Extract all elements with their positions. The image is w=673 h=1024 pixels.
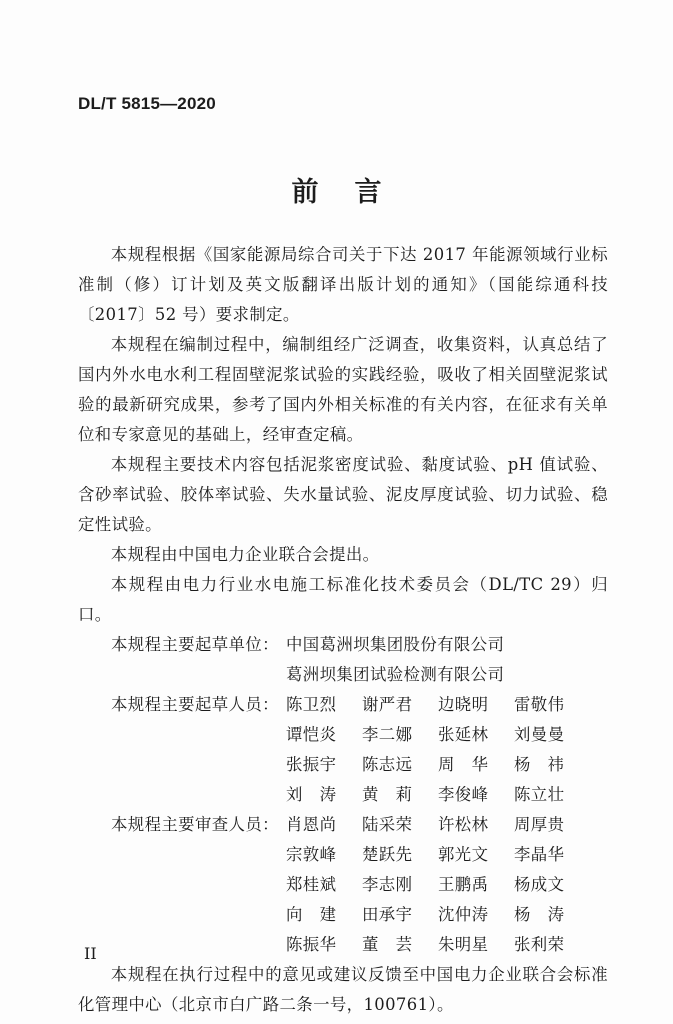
drafter-name: 边晓明	[438, 695, 489, 714]
drafter-name: 杨 祎	[514, 755, 565, 774]
drafting-units-label: 本规程主要起草单位：	[111, 635, 279, 654]
drafter-name: 张振宇	[286, 755, 337, 774]
drafter-name: 李二娜	[362, 725, 413, 744]
reviewer-name: 宗敦峰	[286, 845, 337, 864]
drafter-name: 陈立壮	[514, 785, 565, 804]
reviewer-name: 朱明星	[438, 935, 489, 954]
drafter-name: 雷敬伟	[514, 695, 565, 714]
drafter-name: 李俊峰	[438, 785, 489, 804]
drafter-name: 谢严君	[362, 695, 413, 714]
document-code: DL/T 5815—2020	[78, 94, 216, 113]
reviewers-label: 本规程主要审查人员：	[111, 815, 279, 834]
reviewer-name: 王鹏禹	[438, 875, 489, 894]
reviewer-name: 陈振华	[286, 935, 337, 954]
drafting-unit: 葛洲坝集团试验检测有限公司	[286, 665, 505, 684]
drafter-name: 陈卫烈	[286, 695, 337, 714]
reviewer-name: 许松林	[438, 815, 489, 834]
drafter-name: 谭恺炎	[286, 725, 337, 744]
reviewer-name: 董 芸	[362, 935, 413, 954]
reviewer-name: 陆采荣	[362, 815, 413, 834]
reviewer-name: 向 建	[286, 905, 337, 924]
paragraph-proposer: 本规程由中国电力企业联合会提出。	[110, 545, 380, 564]
drafters-section	[78, 690, 608, 810]
reviewer-name: 郑桂斌	[286, 875, 337, 894]
paragraph-process: 本规程在编制过程中，编制组经广泛调查，收集资料，认真总结了国内外水电水利工程固壁泥浆试验的实践经验，吸收了相关固壁泥浆试验的最新研究成果，参考了国内外相关标准的有关内容，在征求有关单位和专家意见的基础上，经审查定稿。	[78, 335, 608, 444]
reviewer-name: 沈仲涛	[438, 905, 489, 924]
reviewers-section	[78, 810, 608, 960]
reviewer-name: 楚跃先	[362, 845, 413, 864]
drafters-label: 本规程主要起草人员：	[111, 695, 279, 714]
drafter-name: 陈志远	[362, 755, 413, 774]
drafting-units-section	[78, 630, 608, 690]
paragraph-feedback: 本规程在执行过程中的意见或建议反馈至中国电力企业联合会标准化管理中心（北京市白广路二条一号，100761）。	[78, 965, 608, 1014]
preface-body	[78, 240, 608, 1020]
paragraph-contents: 本规程主要技术内容包括泥浆密度试验、黏度试验、pH 值试验、含砂率试验、胶体率试验、失水量试验、泥皮厚度试验、切力试验、稳定性试验。	[78, 455, 608, 534]
page-title	[0, 170, 673, 209]
reviewer-name: 李晶华	[514, 845, 565, 864]
drafter-name: 黄 莉	[362, 785, 413, 804]
reviewer-name: 李志刚	[362, 875, 413, 894]
title-char-1: 前	[291, 177, 319, 208]
reviewer-name: 周厚贵	[514, 815, 565, 834]
reviewer-name: 肖恩尚	[286, 815, 337, 834]
reviewer-name: 郭光文	[438, 845, 489, 864]
paragraph-basis: 本规程根据《国家能源局综合司关于下达 2017 年能源领域行业标准制（修）订计划及英文版翻译出版计划的通知》（国能综通科技〔2017〕52 号）要求制定。	[78, 245, 608, 324]
reviewer-name: 杨 涛	[514, 905, 565, 924]
reviewer-name: 杨成文	[514, 875, 565, 894]
drafter-name: 周 华	[438, 755, 489, 774]
drafting-unit: 中国葛洲坝集团股份有限公司	[286, 635, 505, 654]
reviewer-name: 田承宇	[362, 905, 413, 924]
page-number: II	[84, 944, 97, 963]
drafter-name: 张延林	[438, 725, 489, 744]
drafter-name: 刘曼曼	[514, 725, 565, 744]
paragraph-management: 本规程由电力行业水电施工标准化技术委员会（DL/TC 29）归口。	[78, 575, 608, 624]
drafter-name: 刘 涛	[286, 785, 337, 804]
reviewer-name: 张利荣	[514, 935, 565, 954]
title-char-2: 言	[354, 177, 382, 208]
